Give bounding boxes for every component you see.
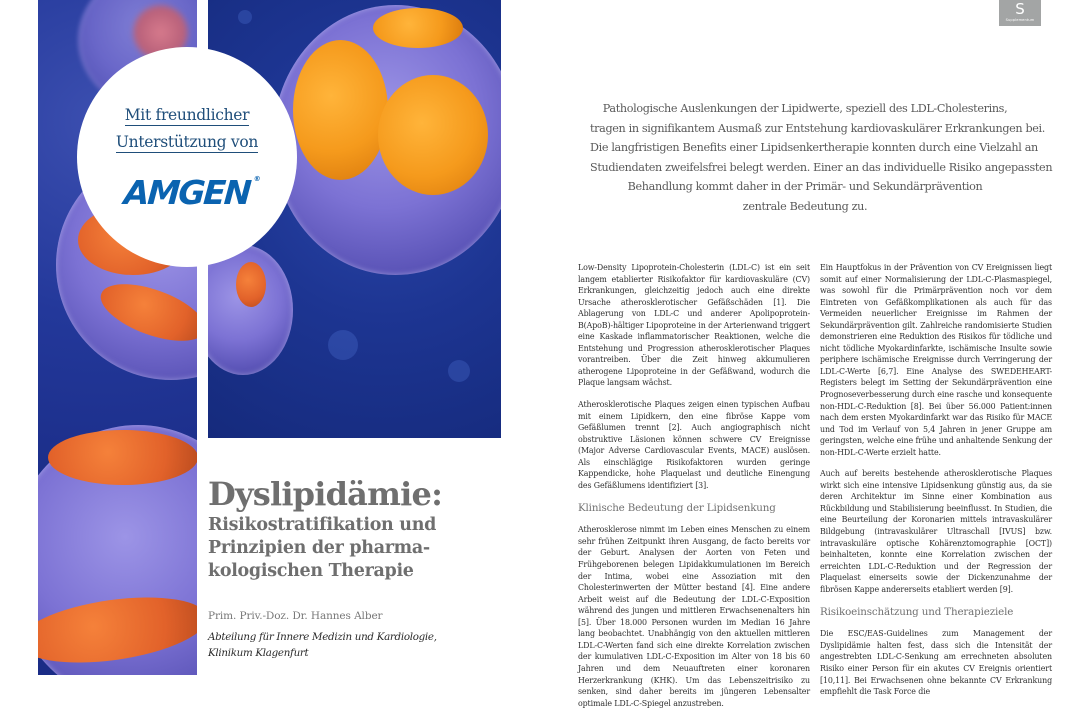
body-column-right bbox=[820, 262, 1052, 708]
subtitle-line: kologischen Therapie bbox=[208, 561, 414, 581]
supplement-letter-icon: S bbox=[1015, 0, 1025, 18]
lead-line: Behandlung kommt daher in der Primär- und Sekundärprävention bbox=[627, 180, 983, 194]
lead-line: tragen in signifikantem Ausmaß zur Entstehung kardiovaskulärer Erkrankungen bei. bbox=[590, 121, 1045, 135]
ldl-core bbox=[373, 8, 463, 48]
body-paragraph: Auch auf bereits bestehende atherosklerotische Plaques wirkt sich eine intensive Lipidsenkung günstig aus, da sie deren Architektur im Sinne einer Kombination aus Rückbildung und Stabilisierung beeinflusst. In Studien, die eine Beurteilung der Koronarien mittels intravaskulärer Bildgebung (intravaskulärer Ultraschall [IVUS] bzw. intravaskuläre optische Kohärenztomographie [OCT]) beinhalteten, konnte eine Korrelation zwischen der erreichten LDL-C-Reduktion und der Regression der Plaquelast einerseits sowie der Dickenzunahme der fibrösen Kappe andererseits etabliert werden [9]. bbox=[820, 469, 1052, 594]
sponsor-badge bbox=[77, 47, 297, 267]
lead-line: Studiendaten zweifelsfrei belegt werden. Einer an das individuelle Risiko angepassten bbox=[590, 160, 1053, 174]
article-title: Dyslipidämie: bbox=[208, 475, 443, 513]
article-subtitle bbox=[208, 514, 528, 583]
body-paragraph: Ein Hauptfokus in der Prävention von CV Ereignissen liegt somit auf einer Normalisierung der LDL-C-Plasmaspiegel, was sowohl für die Primärprävention noch vor dem Eintreten von Gefäßkomplikationen als auch für das Vermeiden neuerlicher Ereignisse im Rahmen der Sekundärprävention gilt. Zahlreiche randomisierte Studien demonstrieren eine Reduktion des Risikos für tödliche und nicht tödliche Myokardinfarkte, ischämische Insulte sowie periphere ischämische Ereignisse durch Verringerung der LDL-C-Werte [6,7]. Eine Analyse des SWEDEHEART-Registers belegt im Setting der Sekundärprävention eine Prognoseverbesserung durch eine rasche und konsequente non-HDL-C-Reduktion [8]. Bei über 56.000 Patient:innen nach dem ersten Myokardinfarkt war das Risiko für MACE und Tod im Verlauf von 5,4 Jahren in jener Gruppe am geringsten, welche eine frühe und anhaltende Senkung der non-HDL-C-Werte erzielt hatte. bbox=[820, 263, 1052, 457]
ldl-core bbox=[378, 75, 488, 195]
subtitle-line: Prinzipien der pharma- bbox=[208, 538, 430, 558]
lipoprotein-core bbox=[48, 430, 197, 485]
article-lead bbox=[590, 99, 1053, 217]
affiliation-line: Klinikum Klagenfurt bbox=[208, 647, 309, 659]
sponsor-text-line-2: Unterstützung von bbox=[115, 132, 259, 151]
amgen-logo bbox=[122, 172, 262, 212]
body-column-left bbox=[578, 262, 810, 719]
bokeh-dot bbox=[448, 360, 470, 382]
section-heading: Klinische Bedeutung der Lipidsenkung bbox=[578, 502, 776, 515]
section-heading: Risikoeinschätzung und Therapieziele bbox=[820, 606, 1014, 619]
supplement-caption: Supplementum bbox=[1005, 18, 1035, 22]
body-paragraph: Low-Density Lipoprotein-Cholesterin (LDL-C) ist ein seit langem etablierter Risikofaktor für kardiovaskuläre (CV) Erkrankungen, gleichzeitig jedoch auch eine direkte Ursache atherosklerotischer Gefäßschäden [1]. Die Ablagerung von LDL-C und anderer Apolipoprotein-B(ApoB)-hältiger Lipoproteine in der Arterienwand triggert eine Kaskade inflammatorischer Reaktionen, welche die Entstehung und Progression atherosklerotischer Plaques vorantreiben. Über die Zeit hinweg akkumulieren atherogene Lipoproteine in der Gefäßwand, wodurch die Plaque langsam wächst. bbox=[578, 263, 810, 388]
body-paragraph: Die ESC/EAS-Guidelines zum Management der Dyslipidämie halten fest, dass sich die Intensität der angestrebten LDL-C-Senkung am errechneten absoluten Risiko einer Person für ein akutes CV Ereignis orientiert [10,11]. Bei Erwachsenen ohne bekannte CV Erkrankung empfiehlt die Task Force die bbox=[820, 629, 1052, 697]
bokeh-dot bbox=[238, 10, 252, 24]
author-name: Prim. Priv.-Doz. Dr. Hannes Alber bbox=[208, 610, 383, 622]
subtitle-line: Risikostratifikation und bbox=[208, 515, 437, 535]
lead-line: Pathologische Auslenkungen der Lipidwerte, speziell des LDL-Cholesterins, bbox=[602, 102, 1008, 115]
affiliation-line: Abteilung für Innere Medizin und Kardiologie, bbox=[208, 631, 437, 643]
amgen-logo-text: AMGEN bbox=[122, 172, 252, 212]
lead-line: zentrale Bedeutung zu. bbox=[742, 199, 868, 213]
article-title-block bbox=[208, 476, 528, 583]
lead-line: Die langfristigen Benefits einer Lipidsenkertherapie konnten durch eine Vielzahl an bbox=[590, 141, 1038, 155]
registered-trademark-icon: ® bbox=[253, 174, 262, 183]
ldl-core bbox=[236, 262, 266, 307]
bokeh-dot bbox=[328, 330, 358, 360]
ldl-core bbox=[293, 40, 388, 180]
supplement-badge bbox=[999, 0, 1041, 26]
body-paragraph: Atherosklerotische Plaques zeigen einen typischen Aufbau mit einem Lipidkern, den eine fibröse Kappe vom Gefäßlumen trennt [2]. Auch angiographisch nicht obstruktive Läsionen können schwere CV Ereignisse (Major Adverse Cardiovascular Events, MACE) auslösen. Als einschlägige Risikofaktoren wurden geringe Kappendicke, hohe Plaquelast und deutliche Einengung des Gefäßlumens identifiziert [3]. bbox=[578, 400, 810, 490]
author-affiliation bbox=[208, 629, 437, 661]
body-paragraph: Atherosklerose nimmt im Leben eines Menschen zu einem sehr frühen Zeitpunkt ihren Ausgang, de facto bereits vor der Geburt. Analysen der Aorten von Feten und Frühgeborenen belegen Lipidakkumulationen im Bereich der Intima, wobei eine Assoziation mit den Cholesterinwerten der Mütter bestand [4]. Eine andere Arbeit weist auf die Bedeutung der LDL-C-Exposition während des jungen und mittleren Erwachsenenalters hin [5]. Über 18.000 Personen wurden im Median 16 Jahre lang beobachtet. Unabhängig von den aktuellen mittleren LDL-C-Werten fand sich eine direkte Korrelation zwischen der kumulativen LDL-C-Exposition im Alter von 18 bis 60 Jahren und dem Neuauftreten einer koronaren Herzerkrankung (KHK). Um das Lebenszeitrisiko zu senken, sind daher bereits im jüngeren Lebensalter optimale LDL-C-Spiegel anzustreben. bbox=[578, 525, 810, 708]
sponsor-text-line-1: Mit freundlicher bbox=[124, 105, 250, 124]
